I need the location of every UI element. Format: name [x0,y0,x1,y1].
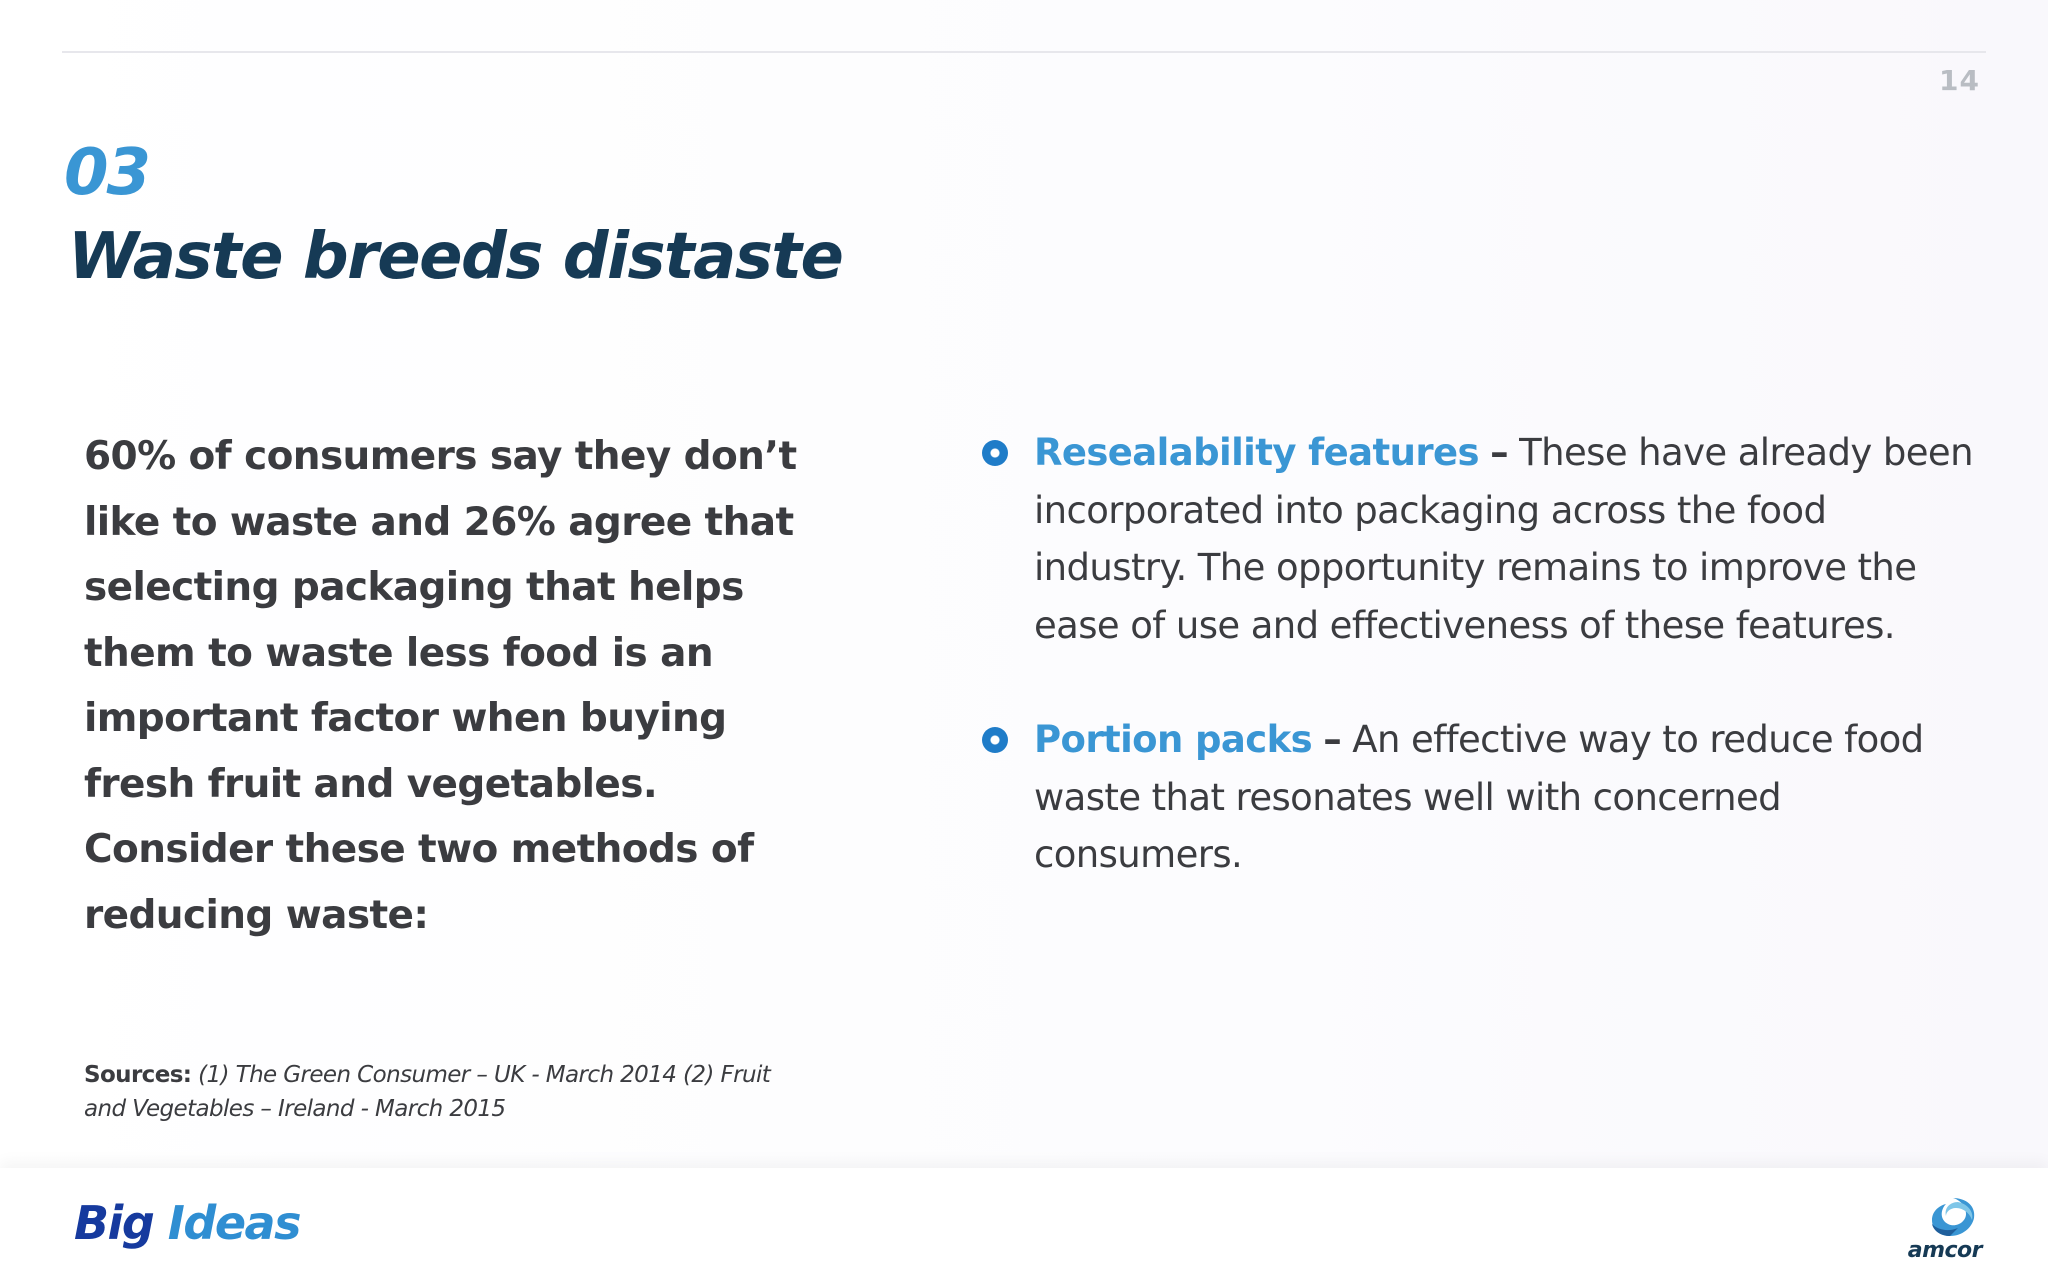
intro-paragraph: 60% of consumers say they don’t like to waste and 26% agree that selecting packaging that helps them to waste less food is an important factor when buying fresh fruit and vegetables. Consider these two methods of reducing waste: [84,434,797,938]
amcor-logo-icon [1928,1196,1978,1240]
bullet-item-portion-packs [980,711,1980,884]
bullet-item-resealability [980,424,1980,654]
circle-bullet-icon [982,440,1008,466]
bullet-term: Resealability features [1034,431,1479,474]
big-ideas-logo [74,1196,300,1250]
sources-text: (1) The Green Consumer – UK - March 2014 (2) Fruit and Vegetables – Ireland - March 2015 [84,1062,771,1122]
circle-bullet-icon [982,727,1008,753]
sources-note [84,1058,804,1126]
amcor-wordmark: amcor [1907,1238,1982,1263]
section-number: 03 [64,136,150,210]
amcor-brand [1896,1194,1986,1264]
sources-label: Sources: [84,1062,192,1088]
logo-word-ideas: Ideas [167,1196,300,1250]
bullet-description: These have already been incorporated into packaging across the food industry. The opportunity remains to improve the ease of use and effectiveness of these features. [1034,431,1973,647]
bullet-description: An effective way to reduce food waste that resonates well with concerned consumers. [1034,718,1924,876]
footer-bar [0,1168,2048,1280]
page-number: 14 [1939,64,1980,97]
top-divider [62,51,1986,53]
logo-word-big: Big [74,1196,154,1250]
bullet-dash: – [1323,718,1342,761]
bullet-dash: – [1490,431,1508,474]
slide-title: Waste breeds distaste [68,220,843,294]
bullet-term: Portion packs [1034,718,1313,761]
bullet-list [980,424,1980,884]
